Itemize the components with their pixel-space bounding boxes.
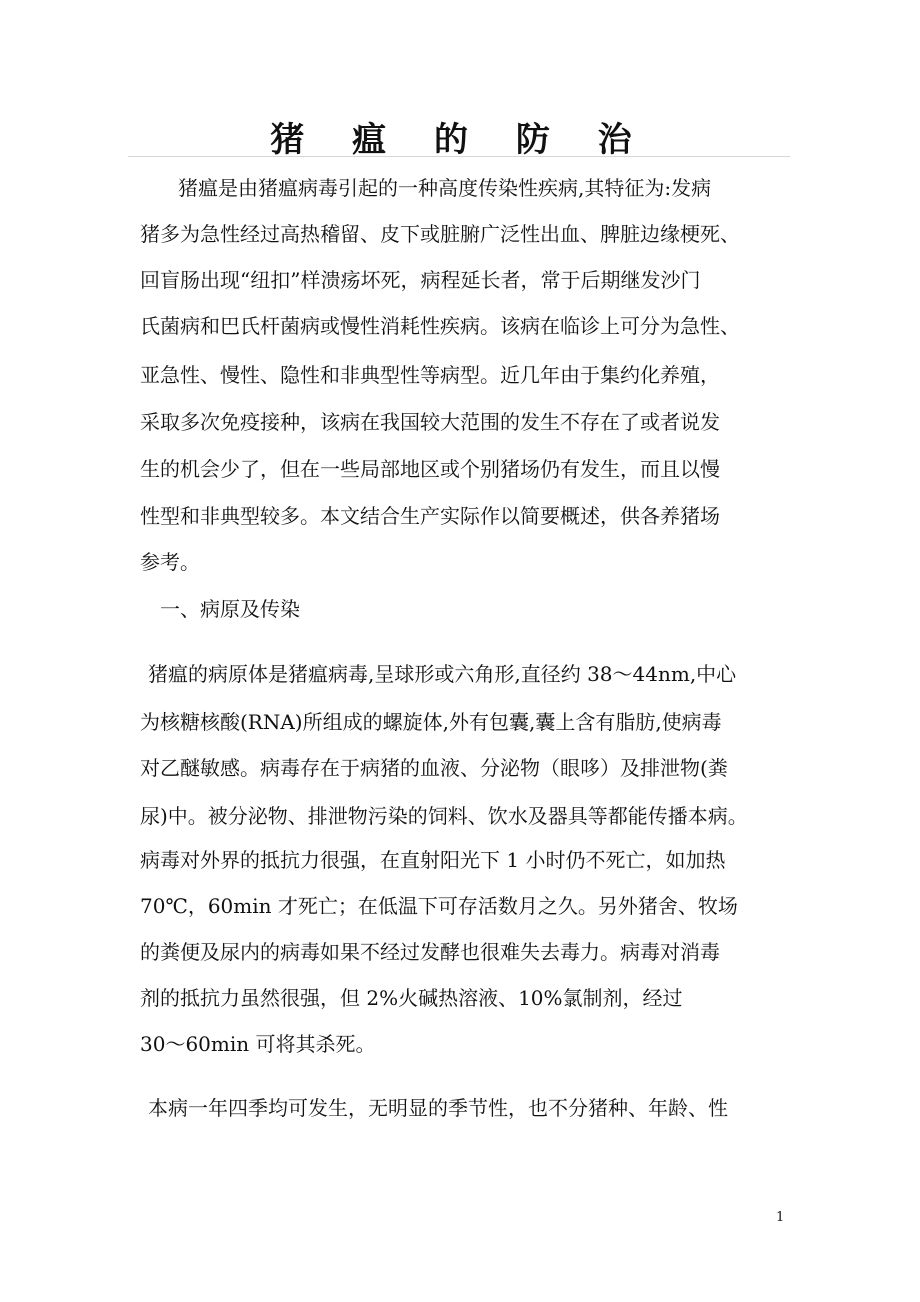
paragraph-line: 采取多次免疫接种，该病在我国较大范围的发生不存在了或者说发 bbox=[140, 410, 720, 434]
paragraph-line: 剂的抵抗力虽然很强，但 2%火碱热溶液、10%氯制剂，经过 bbox=[140, 986, 683, 1010]
paragraph-line: 猪瘟是由猪瘟病毒引起的一种高度传染性疾病,其特征为:发病 bbox=[178, 176, 712, 200]
paragraph-line: 氏菌病和巴氏杆菌病或慢性消耗性疾病。该病在临诊上可分为急性、 bbox=[140, 314, 740, 338]
paragraph-line: 参考。 bbox=[140, 550, 200, 574]
paragraph-line: 病毒对外界的抵抗力很强，在直射阳光下 1 小时仍不死亡，如加热 bbox=[140, 848, 726, 872]
page-number: 1 bbox=[776, 1210, 785, 1225]
paragraph-line: 对乙醚敏感。病毒存在于病猪的血液、分泌物（眼哆）及排泄物(粪 bbox=[140, 756, 728, 780]
paragraph-line: 30～60min 可将其杀死。 bbox=[140, 1032, 376, 1056]
paragraph-line: 70℃，60min 才死亡；在低温下可存活数月之久。另外猪舍、牧场 bbox=[140, 894, 738, 918]
paragraph-line: 猪多为急性经过高热稽留、皮下或脏腑广泛性出血、脾脏边缘梗死、 bbox=[140, 222, 740, 246]
paragraph-line: 猪瘟的病原体是猪瘟病毒,呈球形或六角形,直径约 38～44nm,中心 bbox=[148, 662, 737, 686]
section-heading: 一、病原及传染 bbox=[160, 597, 300, 621]
title-divider bbox=[128, 156, 790, 157]
paragraph-line: 本病一年四季均可发生，无明显的季节性，也不分猪种、年龄、性 bbox=[148, 1096, 728, 1120]
paragraph-line: 为核糖核酸(RNA)所组成的螺旋体,外有包囊,囊上含有脂肪,使病毒 bbox=[140, 710, 722, 734]
paragraph-line: 性型和非典型较多。本文结合生产实际作以简要概述，供各养猪场 bbox=[140, 504, 720, 528]
paragraph-line: 亚急性、慢性、隐性和非典型性等病型。近几年由于集约化养殖， bbox=[140, 363, 720, 387]
paragraph-line: 的粪便及尿内的病毒如果不经过发酵也很难失去毒力。病毒对消毒 bbox=[140, 940, 720, 964]
document-title: 猪 瘟 的 防 治 bbox=[270, 120, 650, 160]
paragraph-line: 生的机会少了，但在一些局部地区或个别猪场仍有发生，而且以慢 bbox=[140, 457, 720, 481]
paragraph-line: 尿)中。被分泌物、排泄物污染的饲料、饮水及器具等都能传播本病。 bbox=[140, 804, 748, 828]
paragraph-line: 回盲肠出现“纽扣”样溃疡坏死，病程延长者，常于后期继发沙门 bbox=[140, 268, 701, 292]
